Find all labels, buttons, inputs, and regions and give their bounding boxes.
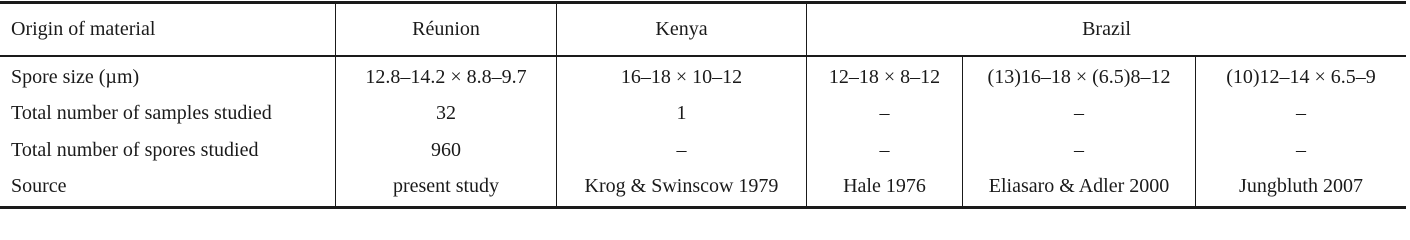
cell-brazil-jungbluth: (10)12–14 × 6.5–9: [1226, 66, 1376, 88]
row-label-samples: Total number of samples studied: [11, 102, 272, 124]
cell-brazil-hale: –: [879, 139, 890, 161]
cell-reunion: present study: [392, 175, 500, 197]
cell-brazil-eliasaro: (13)16–18 × (6.5)8–12: [987, 66, 1171, 88]
cell-kenya: 16–18 × 10–12: [620, 66, 743, 88]
cell-brazil-eliasaro: Eliasaro & Adler 2000: [988, 175, 1170, 197]
cell-brazil-jungbluth: –: [1296, 139, 1306, 161]
cell-reunion: 12.8–14.2 × 8.8–9.7: [365, 66, 527, 88]
top-rule: [0, 1, 1406, 4]
cell-reunion: 960: [431, 139, 461, 161]
cell-brazil-hale: Hale 1976: [843, 175, 926, 197]
cell-reunion: 32: [436, 102, 456, 124]
row-label-source: Source: [11, 175, 67, 197]
header-reunion: Réunion: [412, 18, 480, 40]
cell-brazil-jungbluth: –: [1296, 102, 1306, 124]
header-kenya: Kenya: [655, 18, 708, 40]
cell-brazil-eliasaro: –: [1074, 102, 1084, 124]
header-brazil: Brazil: [1082, 18, 1131, 40]
header-origin-of-material: Origin of material: [11, 18, 156, 40]
cell-kenya: 1: [676, 102, 687, 124]
cell-kenya: Krog & Swinscow 1979: [584, 175, 779, 197]
cell-brazil-hale: 12–18 × 8–12: [828, 66, 941, 88]
cell-brazil-hale: –: [879, 102, 890, 124]
cell-brazil-jungbluth: Jungbluth 2007: [1239, 175, 1363, 197]
bottom-rule: [0, 206, 1406, 209]
row-label-spore-size: Spore size (µm): [11, 66, 140, 88]
cell-brazil-eliasaro: –: [1074, 139, 1084, 161]
row-label-spores: Total number of spores studied: [11, 139, 259, 161]
cell-kenya: –: [676, 139, 687, 161]
